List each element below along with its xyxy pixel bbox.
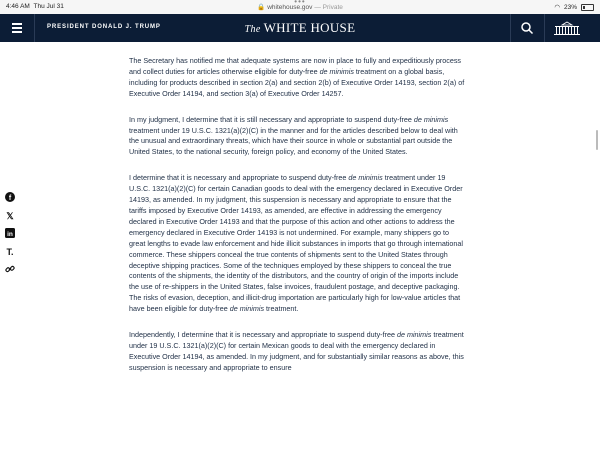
- search-icon[interactable]: [520, 21, 534, 35]
- nav-divider: [544, 14, 545, 42]
- article-paragraph: [129, 56, 467, 100]
- scrollbar[interactable]: [596, 130, 598, 150]
- text-run: treatment on a global basis, including for products described in section 2(a) and section 2(b) of Executive Order 14193, section 2(a) of Executive Order 14194, and section 3(a) of Executive Order 14257.: [129, 66, 465, 98]
- italic-term: de minimis: [413, 114, 449, 124]
- text-run: Independently, I determine that it is necessary and appropriate to suspend duty-free: [129, 330, 397, 340]
- wifi-icon: ◠: [554, 4, 560, 11]
- article-body: [129, 56, 467, 389]
- article-paragraph: [129, 115, 467, 159]
- facebook-icon[interactable]: [4, 192, 16, 204]
- article-paragraph: [129, 173, 467, 315]
- address-bar[interactable]: [0, 3, 600, 11]
- text-run: treatment under 19 U.S.C. 1321(a)(2)(C) in the manner and for the articles described below to deal with the unusual and extraordinary threats, which have their source in whole or substantial part outside the United States, to the national security, foreign policy, and economy of the United States.: [129, 125, 458, 157]
- battery-percent: 23%: [563, 3, 577, 11]
- x-icon[interactable]: 𝕏: [6, 211, 14, 221]
- status-bar: [0, 0, 600, 14]
- linkedin-icon[interactable]: [4, 228, 16, 240]
- site-logo[interactable]: The WHITE HOUSE: [244, 20, 356, 35]
- truth-social-icon[interactable]: T.: [6, 247, 14, 257]
- text-run: treatment under 19 U.S.C. 1321(a)(2)(C) for certain Mexican goods to deal with the emergency declared in Executive Order 14194, as amended. In my judgment, and for substantially similar reasons as above, this suspension is necessary and appropriate to ensure: [129, 330, 464, 372]
- text-run: The Secretary has notified me that adequate systems are now in place to fully and expeditiously process and collect duties for articles otherwise eligible for duty-free: [129, 56, 462, 76]
- svg-text:f: f: [8, 195, 12, 202]
- italic-term: de minimis: [229, 304, 265, 314]
- share-sidebar: [4, 192, 16, 282]
- text-run: In my judgment, I determine that it is still necessary and appropriate to suspend duty-free: [129, 114, 414, 124]
- status-time: 4:46 AM Thu Jul 31: [6, 3, 64, 10]
- svg-text:in: in: [7, 231, 13, 238]
- text-run: treatment.: [264, 304, 299, 314]
- president-link[interactable]: PRESIDENT DONALD J. TRUMP: [47, 24, 161, 30]
- tab-overview-dots[interactable]: •••: [294, 0, 306, 6]
- text-run: treatment under 19 U.S.C. 1321(a)(2)(C) for certain Canadian goods to deal with the emergency declared in Executive Order 14193, as amended. In my judgment, this suspension is necessary and appropriate to ensure that the tariffs imposed by Executive Order 14193, as amended, are effective in addressing the emergency declared in Executive Order 14193 and that the purpose of this action and other actions to address the emergency declared in Executive Order 14193 is not undermined. For example, many shippers go to great lengths to evade law enforcement and hide illicit substances in imports that go through international commerce. These shippers conceal the true contents of shipments sent to the United States through deceptive shipping practices. Some of the techniques employed by these shippers to conceal the true contents of the shipments, the identity of the distributors, and the country of origin of the imports include the use of re-shippers in the United States, false invoices, fraudulent postage, and deceptive packaging. The risks of evasion, deception, and illicit-drug importation are particularly high for low-value articles that have been eligible for duty-free: [129, 173, 464, 314]
- private-label: — Private: [314, 4, 343, 11]
- article-paragraph: [129, 330, 467, 374]
- battery-icon: [581, 4, 594, 11]
- italic-term: de minimis: [319, 66, 354, 76]
- link-icon[interactable]: [4, 264, 16, 276]
- white-house-building-icon[interactable]: [553, 20, 581, 36]
- lock-icon: 🔒: [257, 4, 266, 11]
- italic-term: de minimis: [348, 173, 383, 183]
- url-text: whitehouse.gov: [267, 4, 313, 11]
- site-header: [0, 14, 600, 42]
- text-run: I determine that it is necessary and appropriate to suspend duty-free: [129, 173, 349, 183]
- nav-divider: [510, 14, 511, 42]
- italic-term: de minimis: [396, 330, 432, 340]
